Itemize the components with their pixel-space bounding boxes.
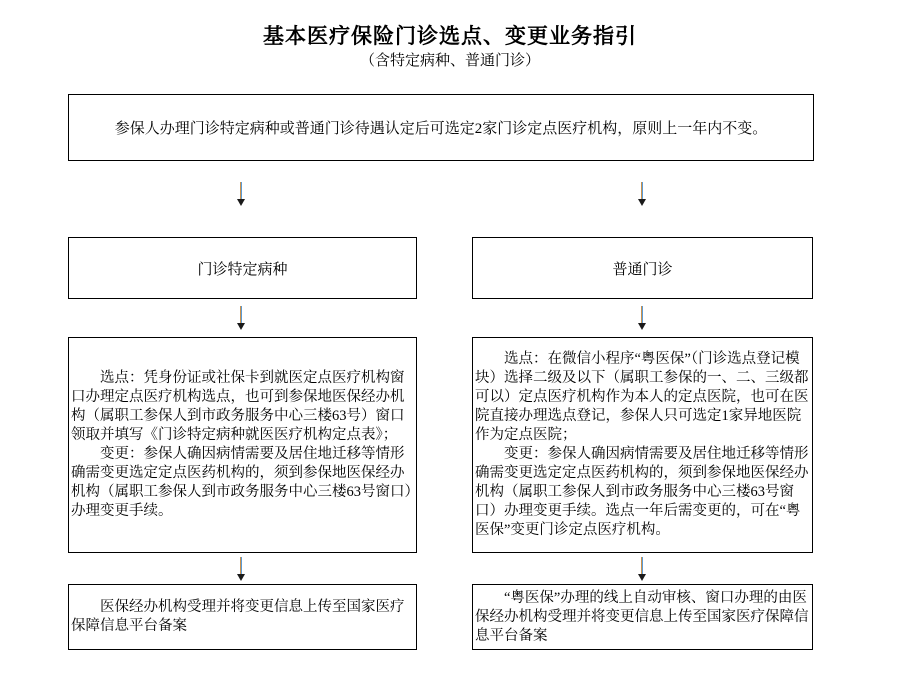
result-box-general-outpatient [472, 584, 813, 650]
down-arrow-icon [637, 182, 647, 206]
column-header-general-outpatient [472, 237, 813, 299]
intro-text: 参保人办理门诊特定病种或普通门诊待遇认定后可选定2家门诊定点医疗机构，原则上一年内不变。 [114, 121, 768, 137]
down-arrow-icon [637, 306, 647, 330]
arrow-shaft [641, 557, 643, 574]
result-text: “粤医保”办理的线上自动审核、窗口办理的由医保经办机构受理并将变更信息上传至国家医疗保障信息平台备案 [475, 589, 809, 644]
down-arrow-icon [236, 557, 246, 581]
intro-box [68, 94, 814, 161]
column-header-label: 普通门诊 [612, 261, 673, 278]
down-arrow-icon [236, 306, 246, 330]
column-header-label: 门诊特定病种 [197, 261, 288, 278]
arrow-shaft [240, 182, 242, 199]
result-box-special-disease [68, 584, 417, 650]
change-paragraph: 变更：参保人确因病情需要及居住地迁移等情形确需变更选定定点医药机构的，须到参保地医保经办机构（属职工参保人到市政务服务中心三楼63号窗口）办理变更手续。选点一年后需变更的，可在“粤医保”变更门诊定点医疗机构。 [475, 446, 809, 538]
down-arrow-icon [637, 557, 647, 581]
column-header-special-disease [68, 237, 417, 299]
select-point-paragraph: 选点：凭身份证或社保卡到就医定点医疗机构窗口办理定点医疗机构选点，也可到参保地医保经办机构（属职工参保人到市政务服务中心三楼63号）窗口领取并填写《门诊特定病种就医医疗机构定点表》； [71, 370, 405, 443]
arrow-head [638, 323, 646, 330]
page-title: 基本医疗保险门诊选点、变更业务指引 [263, 24, 637, 48]
page-subtitle: （含特定病种、普通门诊） [359, 53, 540, 69]
arrow-head [638, 199, 646, 206]
arrow-head [237, 323, 245, 330]
arrow-shaft [641, 306, 643, 323]
detail-box-general-outpatient [472, 337, 813, 553]
select-point-paragraph: 选点：在微信小程序“粤医保”（门诊选点登记模块）选择二级及以下（属职工参保的一、二、三级都可以）定点医疗机构作为本人的定点医院，也可在医院直接办理选点登记，参保人只可选定1家异地医院作为定点医院； [475, 351, 809, 443]
arrow-shaft [641, 182, 643, 199]
arrow-head [237, 574, 245, 581]
arrow-shaft [240, 557, 242, 574]
arrow-head [638, 574, 646, 581]
arrow-head [237, 199, 245, 206]
result-text: 医保经办机构受理并将变更信息上传至国家医疗保障信息平台备案 [71, 599, 405, 634]
detail-box-special-disease [68, 337, 417, 553]
down-arrow-icon [236, 182, 246, 206]
change-paragraph: 变更：参保人确因病情需要及居住地迁移等情形确需变更选定定点医药机构的，须到参保地医保经办机构（属职工参保人到市政务服务中心三楼63号窗口）办理变更手续。 [71, 446, 412, 519]
arrow-shaft [240, 306, 242, 323]
